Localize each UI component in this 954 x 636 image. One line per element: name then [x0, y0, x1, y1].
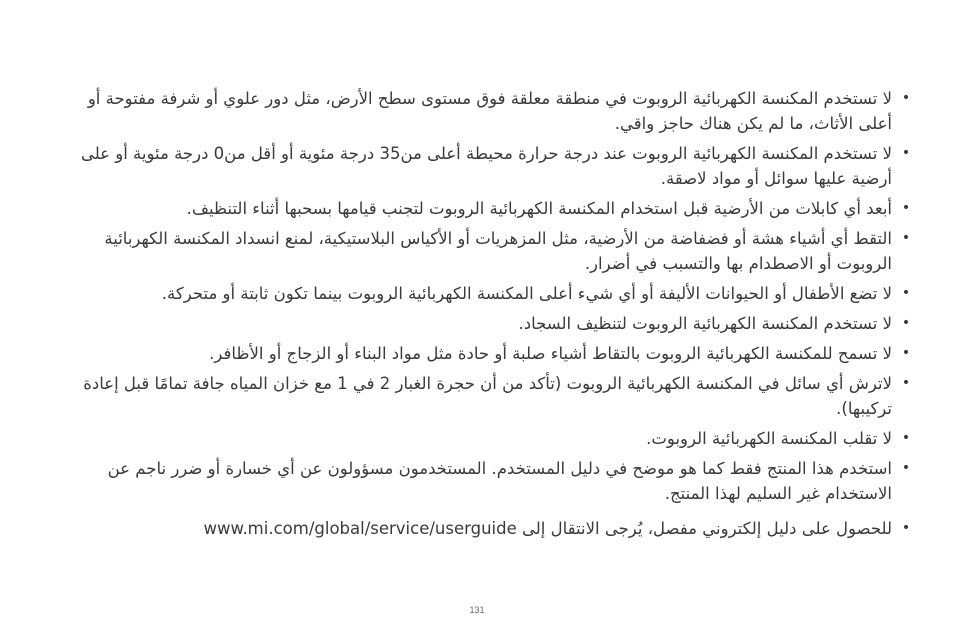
list-item	[54, 371, 914, 421]
bullet-icon: •	[901, 375, 911, 391]
list-item-text: أبعد أي كابلات من الأرضية قبل استخدام المكنسة الكهربائية الروبوت لتجنب قيامها بسحبها أثناء التنظيف.	[186, 199, 892, 218]
list-item-text: لا تسمح للمكنسة الكهربائية الروبوت بالتقاط أشياء صلبة أو حادة مثل مواد البناء أو الزجاج أو الأظافر.	[209, 344, 892, 363]
list-item	[54, 226, 914, 276]
bullet-icon: •	[901, 430, 911, 446]
list-item-text: التقط أي أشياء هشة أو فضفاضة من الأرضية، مثل المزهريات أو الأكياس البلاستيكية، لمنع انسداد المكنسة الكهربائية الروبوت أو الاصطدام بها والتسبب في أضرار.	[104, 229, 892, 273]
bullet-icon: •	[901, 230, 911, 246]
bullet-icon: •	[901, 315, 911, 331]
list-item	[54, 341, 914, 366]
user-guide-url[interactable]: www.mi.com/global/service/userguide	[203, 519, 517, 538]
list-item-text: لا تضع الأطفال أو الحيوانات الأليفة أو أي شيء أعلى المكنسة الكهربائية الروبوت بينما تكون ثابتة أو متحركة.	[161, 284, 892, 303]
list-item	[54, 456, 914, 506]
list-item	[54, 281, 914, 306]
safety-instructions-list	[54, 86, 914, 546]
list-item-text: لا تستخدم المكنسة الكهربائية الروبوت في منطقة معلقة فوق مستوى سطح الأرض، مثل دور علوي أو شرفة مفتوحة أو أعلى الأثاث، ما لم يكن هناك حاجز واقي.	[87, 89, 892, 133]
list-item-text: لا تقلب المكنسة الكهربائية الروبوت.	[646, 429, 892, 448]
user-guide-text	[54, 516, 892, 541]
bullet-icon: •	[901, 90, 911, 106]
bullet-icon: •	[901, 200, 911, 216]
list-item	[54, 141, 914, 191]
bullet-icon: •	[901, 460, 911, 476]
list-item	[54, 426, 914, 451]
list-item	[54, 196, 914, 221]
list-item-text: لا تستخدم المكنسة الكهربائية الروبوت عند درجة حرارة محيطة أعلى من35 درجة مئوية أو أقل من0 درجة مئوية أو على أرضية عليها سوائل أو مواد لاصقة.	[80, 144, 892, 188]
user-guide-list-item	[54, 516, 914, 541]
list-item-text: لاترش أي سائل في المكنسة الكهربائية الروبوت (تأكد من أن حجرة الغبار 2 في 1 مع خزان المياه جافة تمامًا قبل إعادة تركيبها).	[83, 374, 892, 418]
page-number: 131	[469, 605, 485, 615]
list-item-text: لا تستخدم المكنسة الكهربائية الروبوت لتنظيف السجاد.	[518, 314, 892, 333]
bullet-icon: •	[901, 345, 911, 361]
bullet-icon: •	[901, 520, 911, 536]
list-item-text: استخدم هذا المنتج فقط كما هو موضح في دليل المستخدم. المستخدمون مسؤولون عن أي خسارة أو ضرر ناجم عن الاستخدام غير السليم لهذا المنتج.	[107, 459, 892, 503]
list-item	[54, 86, 914, 136]
list-item	[54, 311, 914, 336]
bullet-icon: •	[901, 145, 911, 161]
user-guide-prefix: للحصول على دليل إلكتروني مفصل، يُرجى الانتقال إلى	[522, 519, 892, 538]
bullet-icon: •	[901, 285, 911, 301]
